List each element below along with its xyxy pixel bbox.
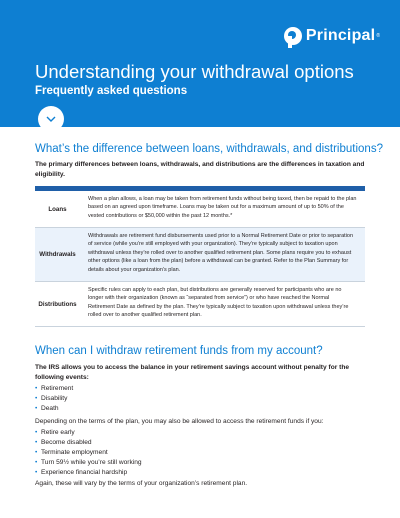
closing-text: Again, these will vary by the terms of your organization’s retirement plan.	[35, 480, 248, 487]
list-item: • Become disabled	[35, 438, 142, 448]
principal-logo-icon	[284, 27, 302, 45]
list-item: • Turn 59½ while you’re still working	[35, 458, 142, 468]
table-row-distributions	[35, 282, 365, 327]
header-banner	[0, 0, 400, 127]
table-row-withdrawals	[35, 228, 365, 282]
row-label: Distributions	[38, 300, 77, 308]
page-subtitle: Frequently asked questions	[35, 85, 188, 97]
brand-trademark: ®	[376, 33, 380, 39]
row-text: Withdrawals are retirement fund disbursements used prior to a Normal Retirement Date or prior to separation of service (while you’re still employed with your organization). They’re typically subject to taxation upon withdrawal unless they’re rolled over to another qualified retirement plan. Some plans require you to exhaust other options (like a loan from the plan) before a withdrawal can be granted. Refer to the Plan Summary for details about your organization’s plan.	[88, 233, 354, 273]
plan-terms-text: Depending on the terms of the plan, you may also be allowed to access the retirement funds if you:	[35, 418, 324, 425]
events-list	[35, 384, 73, 414]
section1-heading: What’s the difference between loans, withdrawals, and distributions?	[35, 143, 383, 155]
section1-intro: The primary differences between loans, withdrawals, and distributions are the differences in taxation and eligibility.	[35, 161, 365, 178]
section2-heading: When can I withdraw retirement funds from my account?	[35, 345, 323, 357]
expand-button[interactable]	[38, 106, 64, 132]
chevron-down-icon	[46, 116, 56, 122]
section2-intro: The IRS allows you to access the balance in your retirement savings account without penalty for the following events:	[35, 364, 350, 381]
brand-name: Principal	[305, 27, 376, 44]
row-text: Specific rules can apply to each plan, but distributions are generally reserved for participants who are no longer with their organization (known as “separated from service”) or who have reached the Normal Retirement Date as defined by the plan. They’re typically subject to taxation upon withdrawal unless they’re rolled over to another qualified retirement plan.	[88, 287, 349, 319]
comparison-table	[35, 186, 365, 327]
list-item: • Death	[35, 404, 73, 414]
row-label: Withdrawals	[39, 251, 76, 258]
row-label: Loans	[48, 205, 67, 213]
conditions-list	[35, 428, 142, 478]
table-row-loans	[35, 191, 365, 228]
row-text: When a plan allows, a loan may be taken from retirement funds without being taxed, then be repaid to the plan based on an agreed upon timeframe. Loans may be taken out for a maximum amount of up to 50% of the vested contributions or $50,000 within the past 12 months.*	[88, 196, 357, 219]
list-item: • Retire early	[35, 428, 142, 438]
principal-logo	[284, 27, 380, 45]
page-title: Understanding your withdrawal options	[35, 61, 354, 82]
list-item: • Retirement	[35, 384, 73, 394]
list-item: • Terminate employment	[35, 448, 142, 458]
list-item: • Experience financial hardship	[35, 468, 142, 478]
list-item: • Disability	[35, 394, 73, 404]
